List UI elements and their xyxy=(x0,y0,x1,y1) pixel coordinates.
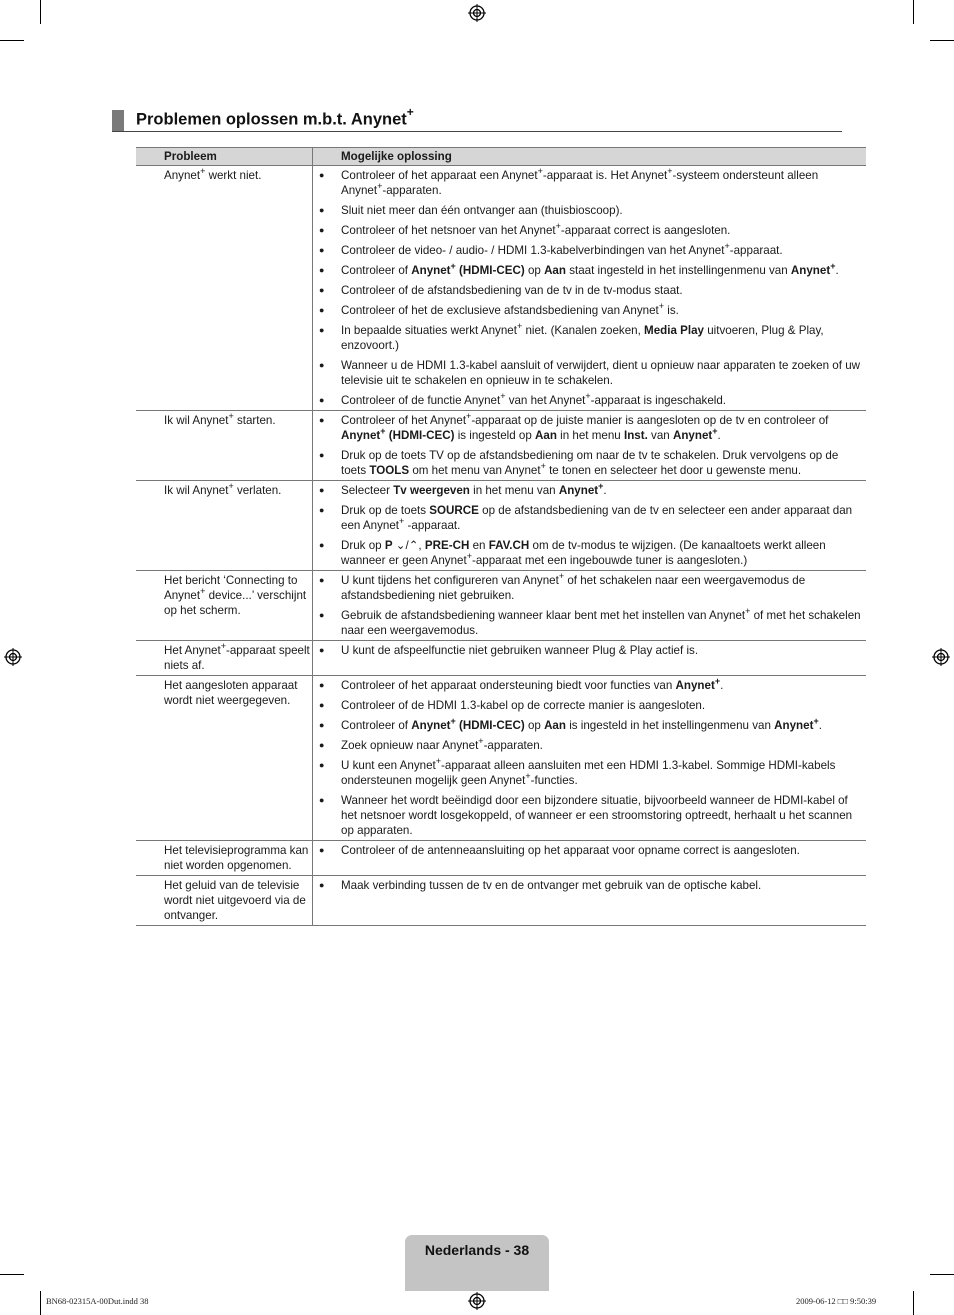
solution-text: Zoek opnieuw naar Anynet+-apparaten. xyxy=(341,736,543,752)
list-item xyxy=(313,503,864,533)
solution-text: Controleer of het Anynet+-apparaat op de juiste manier is aangesloten op de tv en controleer of Anynet+ (HDMI-CEC) is ingesteld op Aan in het menu Inst. van Anynet+. xyxy=(341,411,829,442)
bullet-icon: ● xyxy=(319,505,325,515)
solution-list xyxy=(313,878,864,893)
bullet-icon: ● xyxy=(319,170,325,180)
bullet-icon: ● xyxy=(319,845,325,855)
solution-text: Maak verbinding tussen de tv en de ontvanger met gebruik van de optische kabel. xyxy=(341,879,762,892)
list-item xyxy=(313,358,864,388)
crop-mark xyxy=(913,0,914,24)
table-row xyxy=(136,641,866,676)
solution-list xyxy=(313,168,864,408)
table-row xyxy=(136,411,866,481)
bullet-icon: ● xyxy=(319,740,325,750)
list-item xyxy=(313,203,864,218)
list-item xyxy=(313,243,864,258)
solution-text: Controleer of de functie Anynet+ van het Anynet+-apparaat is ingeschakeld. xyxy=(341,391,727,407)
bullet-icon: ● xyxy=(319,575,325,585)
registration-mark-icon xyxy=(468,1292,486,1310)
bullet-icon: ● xyxy=(319,795,325,805)
problem-cell: Het geluid van de televisie wordt niet uitgevoerd via de ontvanger. xyxy=(136,876,313,926)
solution-list xyxy=(313,643,864,658)
problem-cell: Het televisieprogramma kan niet worden opgenomen. xyxy=(136,841,313,876)
table-header-row xyxy=(136,148,866,166)
registration-mark-icon xyxy=(468,4,486,22)
solution-cell xyxy=(313,571,867,641)
solution-text: Controleer of de antenneaansluiting op het apparaat voor opname correct is aangesloten. xyxy=(341,844,800,857)
table-row xyxy=(136,676,866,841)
problem-cell: Ik wil Anynet+ verlaten. xyxy=(136,481,313,571)
bullet-icon: ● xyxy=(319,720,325,730)
problem-cell: Anynet+ werkt niet. xyxy=(136,166,313,411)
table-row xyxy=(136,571,866,641)
registration-mark-icon xyxy=(932,648,950,666)
solution-cell xyxy=(313,876,867,926)
solution-text: Wanneer het wordt beëindigd door een bijzondere situatie, bijvoorbeeld wanneer de HDMI-kabel of het netsnoer wordt losgekoppeld, of wanneer er een stroomstoring optreedt, herhaalt u het scannen op apparaten. xyxy=(341,794,853,837)
bullet-icon: ● xyxy=(319,680,325,690)
list-item xyxy=(313,718,864,733)
list-item xyxy=(313,678,864,693)
table-row xyxy=(136,481,866,571)
solution-text: Controleer of de HDMI 1.3-kabel op de correcte manier is aangesloten. xyxy=(341,699,706,712)
bullet-icon: ● xyxy=(319,450,325,460)
list-item xyxy=(313,878,864,893)
list-item xyxy=(313,448,864,478)
solution-list xyxy=(313,843,864,858)
crop-mark xyxy=(40,0,41,24)
list-item xyxy=(313,168,864,198)
solution-list xyxy=(313,483,864,568)
crop-mark xyxy=(0,1274,24,1275)
column-header-problem: Probleem xyxy=(136,148,313,166)
bullet-icon: ● xyxy=(319,700,325,710)
solution-text: Controleer of Anynet+ (HDMI-CEC) op Aan is ingesteld in het instellingenmenu van Anynet+. xyxy=(341,716,822,732)
registration-mark-icon xyxy=(4,648,22,666)
list-item xyxy=(313,738,864,753)
solution-text: Controleer of het apparaat ondersteuning biedt voor functies van Anynet+. xyxy=(341,676,724,692)
solution-text: Druk op P ⌄/⌃, PRE-CH en FAV.CH om de tv-modus te wijzigen. (De kanaaltoets werkt alleen wanneer er geen Anynet+-apparaat met een ingebouwde tuner is aangesloten.) xyxy=(341,539,826,567)
table-row xyxy=(136,841,866,876)
bullet-icon: ● xyxy=(319,880,325,890)
crop-mark xyxy=(0,40,24,41)
bullet-icon: ● xyxy=(319,360,325,370)
solution-cell xyxy=(313,676,867,841)
bullet-icon: ● xyxy=(319,610,325,620)
section-title: Problemen oplossen m.b.t. Anynet+ xyxy=(136,105,414,129)
bullet-icon: ● xyxy=(319,325,325,335)
solution-text: Gebruik de afstandsbediening wanneer klaar bent met het instellen van Anynet+ of met het schakelen naar een weergavemodus. xyxy=(341,606,861,637)
list-item xyxy=(313,413,864,443)
bullet-icon: ● xyxy=(319,225,325,235)
bullet-icon: ● xyxy=(319,245,325,255)
list-item xyxy=(313,758,864,788)
bullet-icon: ● xyxy=(319,415,325,425)
bullet-icon: ● xyxy=(319,760,325,770)
list-item xyxy=(313,573,864,603)
list-item xyxy=(313,223,864,238)
page-number: Nederlands - 38 xyxy=(424,1242,530,1258)
bullet-icon: ● xyxy=(319,305,325,315)
bullet-icon: ● xyxy=(319,645,325,655)
bullet-icon: ● xyxy=(319,205,325,215)
bullet-icon: ● xyxy=(319,285,325,295)
solution-cell xyxy=(313,481,867,571)
solution-text: Controleer of het apparaat een Anynet+-apparaat is. Het Anynet+-systeem ondersteunt alleen Anynet+-apparaten. xyxy=(341,166,819,197)
table-row xyxy=(136,166,866,411)
solution-text: Selecteer Tv weergeven in het menu van Anynet+. xyxy=(341,481,607,497)
list-item xyxy=(313,843,864,858)
solution-text: Controleer of het netsnoer van het Anynet+-apparaat correct is aangesloten. xyxy=(341,221,731,237)
problem-cell: Het Anynet+-apparaat speelt niets af. xyxy=(136,641,313,676)
list-item xyxy=(313,393,864,408)
list-item xyxy=(313,538,864,568)
solution-text: U kunt de afspeelfunctie niet gebruiken wanneer Plug & Play actief is. xyxy=(341,644,699,657)
solution-text: Controleer of de afstandsbediening van de tv in de tv-modus staat. xyxy=(341,284,683,297)
date-slug: 2009-06-12 □□ 9:50:39 xyxy=(796,1296,877,1306)
solution-text: Druk op de toets TV op de afstandsbediening om naar de tv te schakelen. Druk vervolgens op de toets TOOLS om het menu van Anynet+ te tonen en selecteer het door u gewenste menu. xyxy=(341,449,839,477)
crop-mark xyxy=(930,1274,954,1275)
list-item xyxy=(313,483,864,498)
table-row xyxy=(136,876,866,926)
list-item xyxy=(313,698,864,713)
solution-cell xyxy=(313,841,867,876)
column-header-solution: Mogelijke oplossing xyxy=(313,148,867,166)
list-item xyxy=(313,608,864,638)
list-item xyxy=(313,283,864,298)
list-item xyxy=(313,263,864,278)
crop-mark xyxy=(40,1291,41,1315)
solution-text: Controleer of het de exclusieve afstandsbediening van Anynet+ is. xyxy=(341,301,679,317)
solution-text: Controleer of Anynet+ (HDMI-CEC) op Aan staat ingesteld in het instellingenmenu van Anynet+. xyxy=(341,261,839,277)
solution-cell xyxy=(313,411,867,481)
solution-text: Controleer de video- / audio- / HDMI 1.3-kabelverbindingen van het Anynet+-apparaat. xyxy=(341,241,783,257)
solution-text: Druk op de toets SOURCE op de afstandsbediening van de tv en selecteer een ander apparaat dan een Anynet+ -apparaat. xyxy=(341,504,853,532)
solution-cell xyxy=(313,641,867,676)
crop-mark xyxy=(913,1291,914,1315)
troubleshooting-table xyxy=(136,147,866,926)
crop-mark xyxy=(930,40,954,41)
solution-list xyxy=(313,413,864,478)
bullet-icon: ● xyxy=(319,540,325,550)
section-rule xyxy=(112,131,842,132)
list-item xyxy=(313,793,864,838)
problem-cell: Ik wil Anynet+ starten. xyxy=(136,411,313,481)
solution-list xyxy=(313,573,864,638)
solution-text: Sluit niet meer dan één ontvanger aan (thuisbioscoop). xyxy=(341,204,623,217)
list-item xyxy=(313,323,864,353)
solution-cell xyxy=(313,166,867,411)
problem-cell: Het aangesloten apparaat wordt niet weergegeven. xyxy=(136,676,313,841)
section-marker xyxy=(112,110,124,131)
solution-text: U kunt een Anynet+-apparaat alleen aansluiten met een HDMI 1.3-kabel. Sommige HDMI-kabels ondersteunen mogelijk geen Anynet+-functies. xyxy=(341,756,836,787)
list-item xyxy=(313,643,864,658)
problem-cell: Het bericht ‘Connecting to Anynet+ device...’ verschijnt op het scherm. xyxy=(136,571,313,641)
solution-text: In bepaalde situaties werkt Anynet+ niet. (Kanalen zoeken, Media Play uitvoeren, Plug & Play, enzovoort.) xyxy=(341,321,824,352)
solution-list xyxy=(313,678,864,838)
bullet-icon: ● xyxy=(319,485,325,495)
file-slug: BN68-02315A-00Dut.indd 38 xyxy=(46,1296,149,1306)
bullet-icon: ● xyxy=(319,265,325,275)
list-item xyxy=(313,303,864,318)
solution-text: U kunt tijdens het configureren van Anynet+ of het schakelen naar een weergavemodus de afstandsbediening niet gebruiken. xyxy=(341,571,806,602)
bullet-icon: ● xyxy=(319,395,325,405)
solution-text: Wanneer u de HDMI 1.3-kabel aansluit of verwijdert, dient u opnieuw naar apparaten te zoeken of uw televisie uit te schakelen en opnieuw in te schakelen. xyxy=(341,359,861,387)
